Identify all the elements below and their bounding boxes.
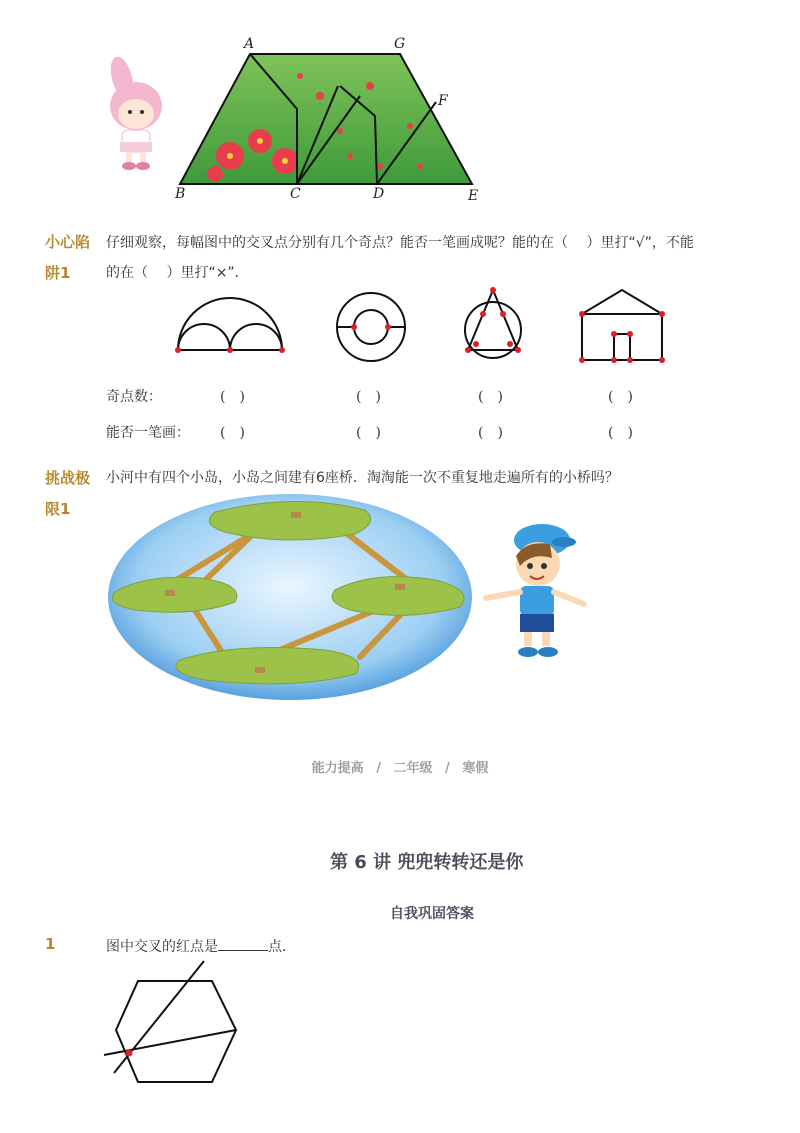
point-label-b: B <box>175 186 186 202</box>
trap-question-line2: 的在（ ）里打“×”． <box>106 265 249 281</box>
trap-tag-line2: 阱1 <box>45 264 71 282</box>
section-title: 自我巩固答案 <box>390 906 474 922</box>
islands-bridges-illustration <box>105 492 475 702</box>
odd-points-answer-4[interactable]: ( ) <box>608 389 633 405</box>
odd-points-answer-1[interactable]: ( ) <box>220 389 245 405</box>
challenge-question: 小河中有四个小岛，小岛之间建有6座桥．淘淘能一次不重复地走遍所有的小桥吗？ <box>106 470 619 486</box>
footer-separator: / <box>445 761 450 776</box>
odd-points-answer-2[interactable]: ( ) <box>356 389 381 405</box>
challenge-tag-line2: 限1 <box>45 500 71 518</box>
boy-character-illustration <box>480 518 590 663</box>
footer-item-ability: 能力提高 <box>311 761 364 776</box>
point-label-d: D <box>373 186 385 202</box>
footer-separator: / <box>376 761 381 776</box>
one-stroke-label: 能否一笔画： <box>106 425 190 441</box>
point-label-g: G <box>394 36 406 52</box>
challenge-tag-line1: 挑战极 <box>45 469 91 487</box>
question-1-blank[interactable] <box>218 938 268 951</box>
one-stroke-answer-4[interactable]: ( ) <box>608 425 633 441</box>
trapezoid-garden-figure <box>170 36 490 206</box>
figure-double-arcs <box>170 292 290 358</box>
point-label-e: E <box>468 188 479 204</box>
question-1-text-before: 图中交叉的红点是 <box>106 939 218 955</box>
question-1-text-after: 点． <box>268 939 296 955</box>
trap-question-line1: 仔细观察，每幅图中的交叉点分别有几个奇点？能否一笔画成呢？能的在（ ）里打“√”，不能 <box>106 235 694 251</box>
figure-concentric-circles <box>332 290 410 364</box>
footer-item-grade: 二年级 <box>393 761 433 776</box>
hexagon-figure <box>100 955 245 1085</box>
red-intersection-dot <box>126 1050 133 1057</box>
point-label-f: F <box>438 93 448 109</box>
one-stroke-answer-1[interactable]: ( ) <box>220 425 245 441</box>
question-1-text <box>106 936 296 956</box>
one-stroke-answer-3[interactable]: ( ) <box>478 425 503 441</box>
figure-house <box>576 286 668 364</box>
one-stroke-answer-2[interactable]: ( ) <box>356 425 381 441</box>
pink-character-illustration <box>100 56 170 171</box>
odd-points-answer-3[interactable]: ( ) <box>478 389 503 405</box>
point-label-c: C <box>290 186 301 202</box>
odd-points-label: 奇点数： <box>106 389 162 405</box>
lecture-title: 第 6 讲 兜兜转转还是你 <box>330 852 524 873</box>
page-footer <box>0 757 800 776</box>
footer-item-term: 寒假 <box>462 761 489 776</box>
trap-tag-line1: 小心陷 <box>45 233 91 251</box>
point-label-a: A <box>244 36 255 52</box>
figure-triangle-in-circle <box>458 284 528 362</box>
question-number-1: 1 <box>45 935 56 953</box>
